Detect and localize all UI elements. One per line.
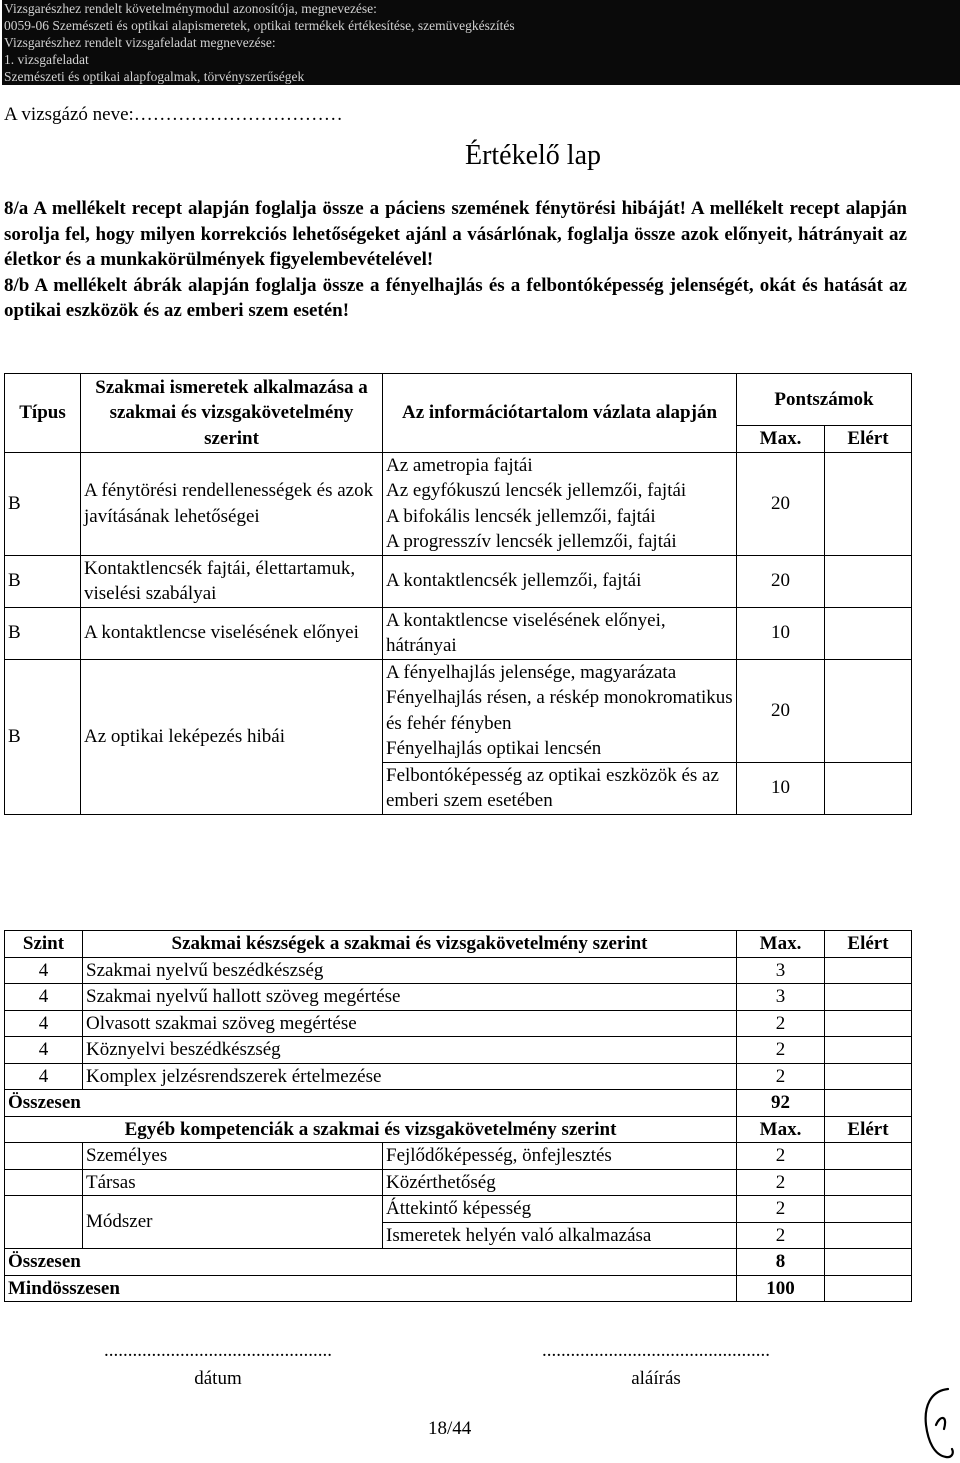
total-row: [5, 1275, 912, 1302]
skill-achieved[interactable]: [825, 984, 912, 1011]
row-max: 20: [737, 659, 825, 762]
header-line: 1. vizsgafeladat: [4, 52, 89, 67]
header-line: Vizsgarészhez rendelt vizsgafeladat megnevezése:: [4, 35, 276, 50]
header-outline: Az információtartalom vázlata alapján: [383, 374, 737, 453]
table-row: [5, 659, 912, 762]
row-achieved[interactable]: [825, 659, 912, 762]
skill-label: Köznyelvi beszédkészség: [83, 1037, 737, 1064]
date-label: dátum: [194, 1368, 242, 1389]
date-dots: ................................................: [104, 1340, 332, 1361]
competency-item: Ismeretek helyén való alkalmazása: [383, 1222, 737, 1249]
skill-max: 2: [737, 1010, 825, 1037]
header-achieved: Elért: [825, 931, 912, 958]
table-row: [5, 1037, 912, 1064]
row-knowledge: Az optikai leképezés hibái: [81, 659, 383, 814]
row-knowledge: A kontaktlencse viselésének előnyei: [81, 607, 383, 659]
competency-max: 2: [737, 1143, 825, 1170]
subtotal-achieved[interactable]: [825, 1090, 912, 1117]
row-knowledge: Kontaktlencsék fajtái, élettartamuk, viselési szabályai: [81, 555, 383, 607]
page-header: [2, 0, 960, 85]
header-points: Pontszámok: [737, 374, 912, 426]
table-row: [5, 607, 912, 659]
row-type: B: [5, 659, 81, 814]
header-line: Szemészeti és optikai alapfogalmak, törvényszerűségek: [4, 69, 305, 84]
row-achieved[interactable]: [825, 762, 912, 814]
skill-level: 4: [5, 1010, 83, 1037]
skill-max: 2: [737, 1037, 825, 1064]
competency-achieved[interactable]: [825, 1143, 912, 1170]
row-achieved[interactable]: [825, 555, 912, 607]
skills-table: [4, 930, 912, 1302]
skill-label: Szakmai nyelvű hallott szöveg megértése: [83, 984, 737, 1011]
row-outline: A kontaktlencse viselésének előnyei, hátrányai: [383, 607, 737, 659]
header-achieved: Elért: [825, 1116, 912, 1143]
row-outline: Felbontóképesség az optikai eszközök és az emberi szem esetében: [383, 762, 737, 814]
competency-achieved[interactable]: [825, 1169, 912, 1196]
row-max: 20: [737, 555, 825, 607]
subtotal-achieved[interactable]: [825, 1249, 912, 1276]
header-line: Vizsgarészhez rendelt követelménymodul azonosítója, megnevezése:: [4, 1, 377, 16]
date-signature-block: [86, 1337, 350, 1393]
competency-item: Áttekintő képesség: [383, 1196, 737, 1223]
skill-level: 4: [5, 957, 83, 984]
task-b: 8/b A mellékelt ábrák alapján foglalja össze a fényelhajlás és a felbontóképesség jelenségét, okát és hatását az optikai eszközök és az emberi szem esetén!: [4, 274, 907, 321]
competencies-header-row: [5, 1116, 912, 1143]
header-line: 0059-06 Szemészeti és optikai alapismeretek, optikai termékek értékesítése, szemüvegkészítés: [4, 18, 515, 33]
header-max: Max.: [737, 931, 825, 958]
subtotal-label: Összesen: [5, 1249, 737, 1276]
table-row: [5, 555, 912, 607]
skill-label: Szakmai nyelvű beszédkészség: [83, 957, 737, 984]
skill-achieved[interactable]: [825, 1010, 912, 1037]
header-achieved: Elért: [825, 426, 912, 453]
competency-category: Társas: [83, 1169, 383, 1196]
competency-max: 2: [737, 1169, 825, 1196]
header-knowledge: Szakmai ismeretek alkalmazása a szakmai és vizsgakövetelmény szerint: [81, 374, 383, 453]
header-skills: Szakmai készségek a szakmai és vizsgakövetelmény szerint: [83, 931, 737, 958]
sign-signature-block: [524, 1337, 788, 1393]
task-description: [4, 196, 907, 324]
header-level: Szint: [5, 931, 83, 958]
table-row: [5, 984, 912, 1011]
skill-level: 4: [5, 1063, 83, 1090]
table-row: [5, 1010, 912, 1037]
competency-category: Személyes: [83, 1143, 383, 1170]
total-value: 100: [737, 1275, 825, 1302]
row-type: B: [5, 452, 81, 555]
skill-max: 3: [737, 984, 825, 1011]
skill-level: 4: [5, 984, 83, 1011]
skill-achieved[interactable]: [825, 1037, 912, 1064]
table-row: [5, 957, 912, 984]
subtotal-row: [5, 1249, 912, 1276]
knowledge-table: [4, 373, 912, 815]
subtotal-label: Összesen: [5, 1090, 737, 1117]
row-type: B: [5, 555, 81, 607]
subtotal-value: 92: [737, 1090, 825, 1117]
competency-item: Közérthetőség: [383, 1169, 737, 1196]
subtotal-row: [5, 1090, 912, 1117]
row-outline: A kontaktlencsék jellemzői, fajtái: [383, 555, 737, 607]
header-competencies: Egyéb kompetenciák a szakmai és vizsgakövetelmény szerint: [5, 1116, 737, 1143]
row-achieved[interactable]: [825, 452, 912, 555]
row-max: 20: [737, 452, 825, 555]
skill-achieved[interactable]: [825, 957, 912, 984]
sign-dots: ................................................: [542, 1340, 770, 1361]
competency-category: Módszer: [83, 1196, 383, 1249]
table-row: [5, 1196, 912, 1223]
row-max: 10: [737, 762, 825, 814]
header-max: Max.: [737, 426, 825, 453]
competency-max: 2: [737, 1196, 825, 1223]
row-max: 10: [737, 607, 825, 659]
handwritten-scribble-icon: [918, 1385, 958, 1461]
page-number: 18/44: [428, 1418, 472, 1439]
row-outline: A fényelhajlás jelensége, magyarázata Fényelhajlás résen, a réskép monokromatikus és fehér fényben Fényelhajlás optikai lencsén: [383, 659, 737, 762]
competency-achieved[interactable]: [825, 1222, 912, 1249]
page-title: Értékelő lap: [464, 140, 602, 171]
competency-achieved[interactable]: [825, 1196, 912, 1223]
total-label: Mindösszesen: [5, 1275, 737, 1302]
subtotal-value: 8: [737, 1249, 825, 1276]
competency-max: 2: [737, 1222, 825, 1249]
header-max: Max.: [737, 1116, 825, 1143]
table-row: [5, 1143, 912, 1170]
competency-item: Fejlődőképesség, önfejlesztés: [383, 1143, 737, 1170]
table-row: [5, 452, 912, 555]
task-a: 8/a A mellékelt recept alapján foglalja össze a páciens szemének fénytörési hibáját! A mellékelt recept alapján sorolja fel, hogy milyen korrekciós lehetőségeket ajánl a vásárlónak, foglalja össze azok előnyeit, hátrányait az életkor és a munkakörülmények figyelembevételével!: [4, 198, 907, 270]
sign-label: aláírás: [631, 1368, 681, 1389]
skill-max: 3: [737, 957, 825, 984]
candidate-name-line: A vizsgázó neve:……………………………: [4, 104, 343, 125]
row-achieved[interactable]: [825, 607, 912, 659]
skill-level: 4: [5, 1037, 83, 1064]
skill-label: Komplex jelzésrendszerek értelmezése: [83, 1063, 737, 1090]
skill-max: 2: [737, 1063, 825, 1090]
skill-label: Olvasott szakmai szöveg megértése: [83, 1010, 737, 1037]
skill-achieved[interactable]: [825, 1063, 912, 1090]
row-knowledge: A fénytörési rendellenességek és azok javításának lehetőségei: [81, 452, 383, 555]
header-type: Típus: [5, 374, 81, 453]
row-outline: Az ametropia fajtái Az egyfókuszú lencsék jellemzői, fajtái A bifokális lencsék jellemzői, fajtái A progresszív lencsék jellemzői, fajtái: [383, 452, 737, 555]
skills-header-row: [5, 931, 912, 958]
row-type: B: [5, 607, 81, 659]
table-row: [5, 1169, 912, 1196]
table-row: [5, 1063, 912, 1090]
total-achieved[interactable]: [825, 1275, 912, 1302]
